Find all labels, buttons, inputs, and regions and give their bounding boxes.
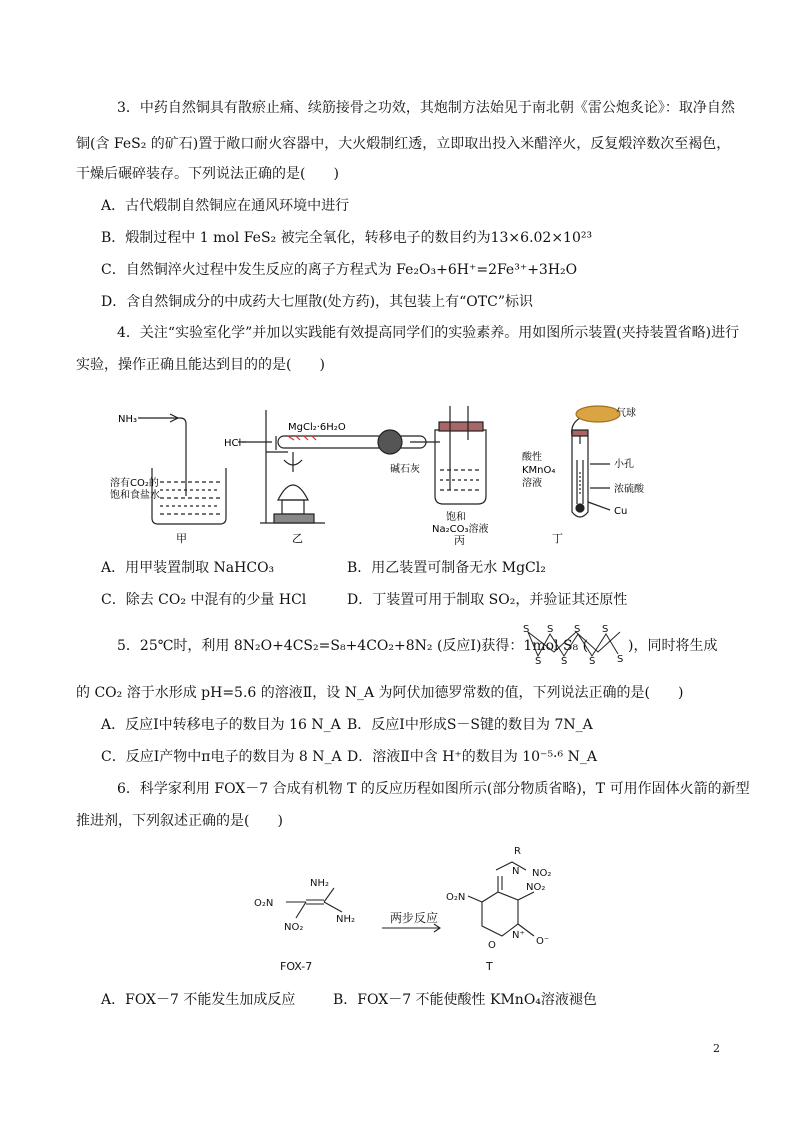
label-ding: 丁 [552, 532, 563, 545]
s-atom: S [561, 656, 568, 666]
label-nh3: NH₃ [118, 414, 138, 425]
label-kmno4-1: 酸性 [522, 452, 542, 463]
label-cu: Cu [614, 506, 628, 517]
t-r-group: R [514, 846, 521, 857]
s-atom: S [574, 624, 581, 635]
label-jia: 甲 [176, 532, 187, 545]
q3-stem-line2: 铜(含 FeS₂ 的矿石)置于敞口耐火容器中，大火煅制红透，立即取出投入米醋淬火，反复煅淬数次至褐色， [76, 136, 731, 152]
q5-option-a: A．反应Ⅰ中转移电子的数目为 16 N_A [101, 717, 341, 733]
fox7-label: FOX-7 [280, 960, 313, 973]
q5-option-c: C．反应Ⅰ产物中π电子的数目为 8 N_A [101, 749, 342, 765]
t-ominus: O⁻ [536, 936, 550, 947]
t-amine-n: N [512, 866, 520, 877]
q5-stem-line2: 的 CO₂ 溶于水形成 pH=5.6 的溶液Ⅱ，设 N_A 为阿伏加德罗常数的值，下列说法正确的是( ) [76, 685, 684, 701]
fox7-no2: NO₂ [284, 922, 304, 933]
t-label: T [486, 960, 493, 973]
t-o2n: O₂N [446, 892, 466, 903]
s-atom: S [523, 624, 530, 635]
q4-stem-line1: 4．关注“实验室化学”并加以实践能有效提高同学们的实验素养。用如图所示装置(夹持装置省略)进行 [117, 325, 740, 341]
label-balloon: 气球 [616, 408, 636, 419]
label-kmno4-3: 溶液 [522, 478, 542, 489]
label-hcl: HCl [224, 438, 242, 449]
label-acid: 浓硫酸 [614, 484, 644, 495]
q6-option-a: A．FOX－7 不能发生加成反应 [101, 992, 296, 1008]
label-jia-solution-2: 饱和食盐水 [110, 490, 160, 501]
q3-stem-line1: 3．中药自然铜具有散瘀止痛、续筋接骨之功效，其炮制方法始见于南北朝《雷公炮炙论》：取净自然 [117, 100, 735, 116]
q3-option-b: B．煅制过程中 1 mol FeS₂ 被完全氧化，转移电子的数目约为13×6.02×10²³ [101, 230, 593, 246]
q3-option-d: D．含自然铜成分的中成药大七厘散(处方药)，其包装上有“OTC”标识 [101, 294, 533, 310]
label-soda-lime: 碱石灰 [390, 464, 420, 475]
s8-crown-structure [520, 622, 630, 666]
q3-stem-line3: 干燥后碾碎装存。下列说法正确的是( ) [76, 166, 339, 182]
q4-apparatus-figure [110, 400, 670, 545]
label-bing-solution-1: 饱和 [446, 512, 466, 523]
fox7-nh2-top: NH₂ [310, 878, 330, 889]
q4-stem-line2: 实验，操作正确且能达到目的的是( ) [76, 357, 325, 373]
label-bing-solution-2: Na₂CO₃溶液 [432, 524, 489, 535]
s-atom: S [602, 624, 609, 635]
q4-option-c: C．除去 CO₂ 中混有的少量 HCl [101, 592, 307, 608]
label-kmno4-2: KMnO₄ [522, 465, 556, 476]
q6-reaction-scheme [250, 840, 580, 980]
label-yi: 乙 [292, 532, 303, 545]
label-hole: 小孔 [614, 459, 634, 470]
label-jia-solution-1: 溶有CO₂的 [110, 478, 159, 489]
q4-option-b: B．用乙装置可制备无水 MgCl₂ [347, 560, 546, 576]
fox7-nh2-right: NH₂ [336, 914, 356, 925]
q4-option-d: D．丁装置可用于制取 SO₂，并验证其还原性 [347, 592, 628, 608]
fox7-o2n: O₂N [254, 898, 274, 909]
t-ring-o: O [488, 940, 496, 951]
t-nplus: N⁺ [512, 930, 525, 941]
s-atom: S [617, 654, 624, 665]
q5-option-d: D．溶液Ⅱ中含 H⁺的数目为 10⁻⁵·⁶ N_A [347, 749, 597, 765]
q6-stem-line1: 6．科学家利用 FOX－7 合成有机物 T 的反应历程如图所示(部分物质省略)，T 可用作固体火箭的新型 [117, 781, 750, 797]
label-mgcl2: MgCl₂·6H₂O [288, 422, 346, 433]
q5-stem-line1b: )，同时将生成 [628, 638, 718, 654]
page-number: 2 [713, 1042, 720, 1055]
reaction-arrow-label: 两步反应 [390, 911, 439, 925]
q5-option-b: B．反应Ⅰ中形成S－S键的数目为 7N_A [347, 717, 593, 733]
q3-option-a: A．古代煅制自然铜应在通风环境中进行 [101, 198, 350, 214]
q5-stem-line1a: 5．25℃时，利用 8N₂O+4CS₂=S₈+4CO₂+8N₂ (反应Ⅰ)获得：1mol S₈ ( [117, 638, 589, 654]
q4-option-a: A．用甲装置制取 NaHCO₃ [101, 560, 275, 576]
s-atom: S [547, 624, 554, 635]
s-atom: S [589, 656, 596, 666]
t-no2-side: NO₂ [532, 868, 552, 879]
q6-stem-line2: 推进剂，下列叙述正确的是( ) [76, 813, 283, 829]
q6-option-b: B．FOX－7 不能使酸性 KMnO₄溶液褪色 [333, 992, 597, 1008]
t-no2-ring: NO₂ [526, 882, 546, 893]
label-bing: 丙 [454, 534, 465, 545]
q3-option-c: C．自然铜淬火过程中发生反应的离子方程式为 Fe₂O₃+6H⁺=2Fe³⁺+3H₂O [101, 262, 578, 278]
s-atom: S [535, 656, 542, 666]
